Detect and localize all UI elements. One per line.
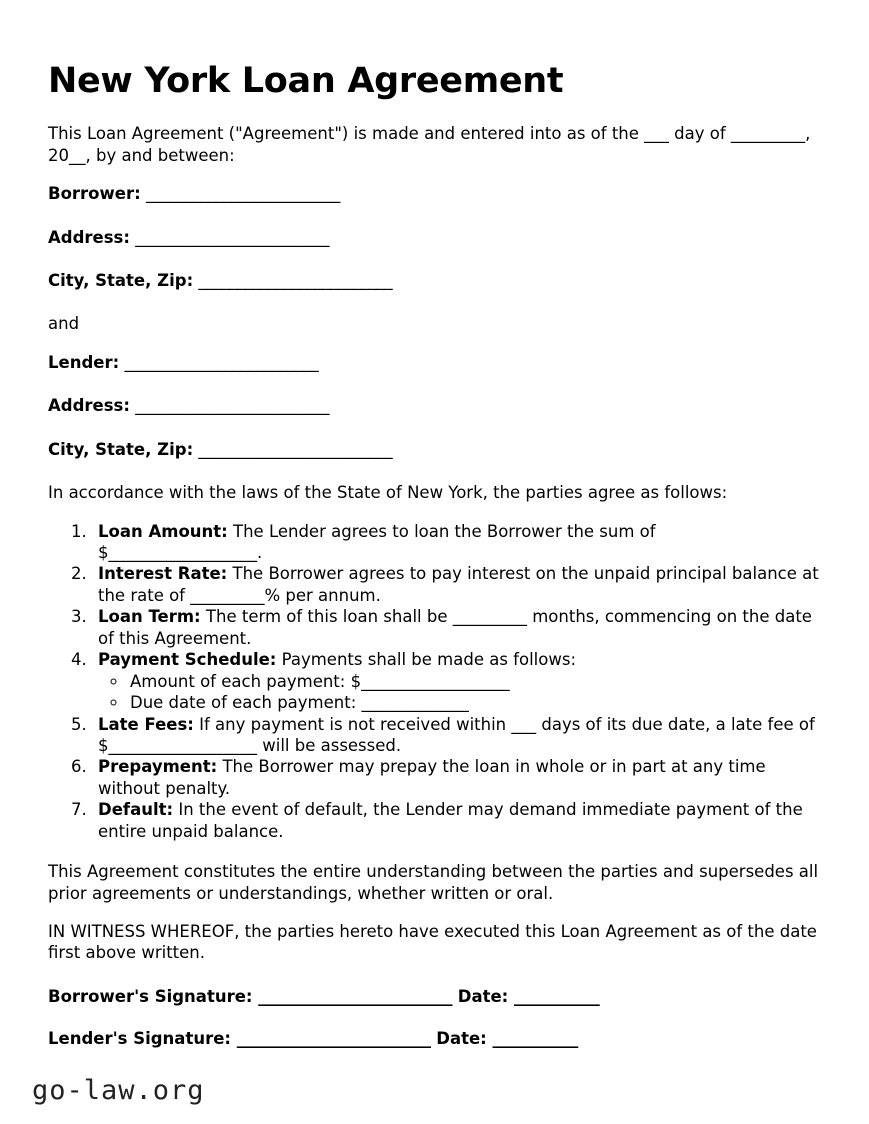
field-lender-city: [48, 439, 821, 460]
field-borrower-blank[interactable]: _________________________: [145, 184, 340, 204]
term-text: The Borrower may prepay the loan in whole or in part at any time without penalty.: [98, 757, 766, 798]
field-borrower-address: [48, 227, 821, 248]
field-borrower: [48, 183, 821, 204]
field-lender-city-blank[interactable]: _________________________: [198, 439, 393, 459]
term-label: Loan Term:: [98, 607, 201, 627]
field-lender-label: Lender:: [48, 352, 120, 372]
term-text: If any payment is not received within ___ days of its due date, a late fee of $__________________ will be assessed.: [98, 714, 815, 755]
field-borrower-label: Borrower:: [48, 184, 141, 204]
term-label: Payment Schedule:: [98, 650, 277, 670]
field-borrower-address-blank[interactable]: _________________________: [135, 227, 329, 247]
term-item: [92, 606, 821, 649]
term-text: The Lender agrees to loan the Borrower the sum of $__________________.: [98, 521, 656, 562]
lender-date-blank[interactable]: ___________: [492, 1029, 578, 1049]
entire-agreement-paragraph: This Agreement constitutes the entire understanding between the parties and supersedes all prior agreements or understandings, whether written or oral.: [48, 862, 819, 903]
term-item: [92, 563, 821, 606]
field-lender: [48, 352, 821, 373]
field-borrower-address-label: Address:: [48, 227, 130, 247]
term-item: [92, 521, 821, 564]
field-borrower-city-blank[interactable]: _________________________: [198, 270, 393, 290]
term-label: Prepayment:: [98, 757, 218, 777]
term-text: The Borrower agrees to pay interest on the unpaid principal balance at the rate of _________% per annum.: [98, 564, 819, 605]
term-subitem: ◦ Due date of each payment: _____________: [128, 692, 821, 713]
term-text: The term of this loan shall be _________ months, commencing on the date of this Agreement.: [98, 607, 812, 648]
terms-list: [48, 521, 821, 843]
borrower-signature-line: [48, 986, 821, 1007]
lender-signature-blank[interactable]: _________________________: [236, 1029, 431, 1049]
field-lender-address-label: Address:: [48, 396, 130, 416]
term-label: Interest Rate:: [98, 564, 228, 584]
footer-brand: go-law.org: [32, 1075, 205, 1106]
lender-signature-line: [48, 1028, 821, 1049]
intro-paragraph: This Loan Agreement ("Agreement") is made and entered into as of the ___ day of _________, 20__, by and between:: [48, 124, 811, 165]
term-item: [92, 714, 821, 757]
field-lender-address-blank[interactable]: _________________________: [135, 396, 329, 416]
borrower-date-blank[interactable]: ___________: [514, 986, 600, 1006]
borrower-signature-label: Borrower's Signature:: [48, 986, 253, 1006]
field-lender-address: [48, 395, 821, 416]
witness-paragraph: IN WITNESS WHEREOF, the parties hereto have executed this Loan Agreement as of the date first above written.: [48, 922, 817, 963]
term-item: [92, 799, 821, 842]
term-item: [92, 649, 821, 713]
term-label: Default:: [98, 800, 174, 820]
field-lender-blank[interactable]: _________________________: [124, 352, 319, 372]
parties-conjunction: and: [48, 314, 80, 334]
term-text: In the event of default, the Lender may demand immediate payment of the entire unpaid balance.: [98, 800, 803, 841]
governing-law-paragraph: In accordance with the laws of the State of New York, the parties agree as follows:: [48, 483, 728, 503]
term-text: Payments shall be made as follows:: [276, 650, 577, 670]
lender-signature-label: Lender's Signature:: [48, 1029, 231, 1049]
field-borrower-city: [48, 270, 821, 291]
page-title: New York Loan Agreement: [48, 61, 564, 101]
term-label: Late Fees:: [98, 714, 194, 734]
borrower-signature-blank[interactable]: _________________________: [258, 986, 453, 1006]
signature-block: [48, 986, 821, 1050]
field-borrower-city-label: City, State, Zip:: [48, 270, 194, 290]
borrower-date-label: Date:: [457, 986, 509, 1006]
term-sublist: [98, 671, 821, 714]
field-lender-city-label: City, State, Zip:: [48, 439, 194, 459]
term-subitem: ◦ Amount of each payment: $__________________: [128, 671, 821, 692]
lender-date-label: Date:: [436, 1029, 487, 1049]
term-item: [92, 756, 821, 799]
term-label: Loan Amount:: [98, 521, 228, 541]
